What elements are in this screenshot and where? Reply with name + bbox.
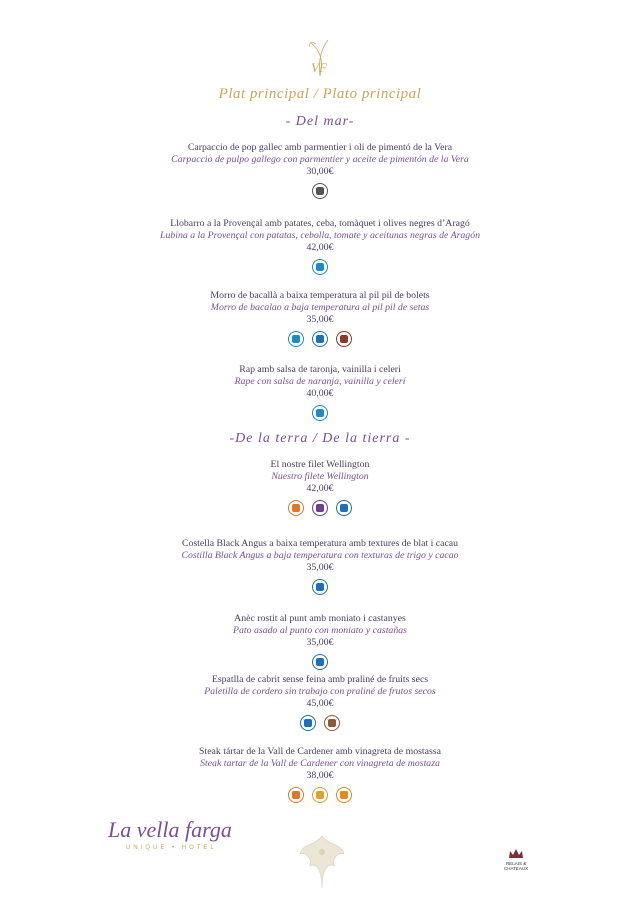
- dish-price: 38,00€: [306, 770, 334, 781]
- dish-item: [0, 538, 640, 595]
- section-title: Plat principal / Plato principal: [218, 86, 422, 102]
- dish-price: 45,00€: [306, 698, 334, 709]
- dish-price: 35,00€: [306, 314, 334, 325]
- dish-name-ca: Anèc rostit al punt amb moniato i castanyes: [234, 613, 406, 624]
- allergen-icons: [0, 331, 640, 347]
- allergen-fish-icon: [288, 331, 304, 347]
- relais-chateaux-logo: [504, 848, 528, 871]
- dish-name-es: Rape con salsa de naranja, vainilla y celerí: [234, 376, 406, 387]
- vf-logo: [290, 38, 350, 82]
- dish-name-es: Steak tartar de la Vall de Cardener con vinagreta de mostaza: [200, 758, 440, 769]
- category-title-land: -De la terra / De la tierra -: [229, 431, 411, 446]
- allergen-fish-icon: [312, 405, 328, 421]
- logo-letters: VF: [311, 60, 327, 75]
- brand-name: La vella farga: [108, 817, 232, 842]
- relais-line1: RELAIS &: [505, 861, 527, 866]
- allergen-gluten-icon: [288, 500, 304, 516]
- allergen-fish-icon: [312, 259, 328, 275]
- dish-price: 42,00€: [306, 242, 334, 253]
- allergen-nuts-icon: [324, 715, 340, 731]
- dish-name-ca: Espatlla de cabrit sense feina amb praliné de fruits secs: [211, 674, 429, 685]
- allergen-icons: [0, 715, 640, 731]
- dish-item: [0, 674, 640, 731]
- allergen-icons: [0, 579, 640, 595]
- allergen-dairy-icon: [336, 500, 352, 516]
- allergen-molluscs-icon: [312, 183, 328, 199]
- brand-subtitle: UNIQUE • HOTEL: [126, 845, 217, 851]
- dish-price: 40,00€: [306, 388, 334, 399]
- dish-name-es: Morro de bacalao a baja temperatura al pil pil de setas: [210, 302, 430, 313]
- dish-name-es: Costilla Black Angus a baja temperatura con texturas de trigo y cacao: [181, 550, 459, 561]
- dish-item: [0, 459, 640, 516]
- allergen-dairy-icon: [300, 715, 316, 731]
- dish-item: [0, 142, 640, 199]
- dish-name-es: Carpaccio de pulpo gallego con parmentier y aceite de pimentón de la Vera: [171, 154, 469, 165]
- dish-price: 35,00€: [306, 637, 334, 648]
- allergen-dairy-icon: [312, 331, 328, 347]
- dish-item: [0, 613, 640, 670]
- allergen-icons: [0, 787, 640, 803]
- dish-item: [0, 746, 640, 803]
- allergen-icons: [0, 500, 640, 516]
- hotel-brand: [108, 817, 232, 851]
- dish-price: 30,00€: [306, 166, 334, 177]
- dish-name-ca: Rap amb salsa de taronja, vainilla i celeri: [239, 364, 401, 375]
- allergen-celery-icon: [336, 787, 352, 803]
- dish-name-ca: Morro de bacallà a baixa temperatura al pil pil de bolets: [210, 290, 430, 301]
- dish-item: [0, 290, 640, 347]
- dish-name-es: Lubina a la Provençal con patatas, cebolla, tomate y aceitunas negras de Aragón: [160, 230, 480, 241]
- dish-name-ca: El nostre filet Wellington: [270, 459, 370, 470]
- dish-name-ca: Steak tártar de la Vall de Cardener amb vinagreta de mostassa: [199, 746, 441, 757]
- allergen-icons: [0, 405, 640, 421]
- dish-name-ca: Llobarro a la Provençal amb patates, ceba, tomàquet i olives negres d’Aragó: [170, 218, 470, 229]
- dish-price: 35,00€: [306, 562, 334, 573]
- allergen-egg-icon: [312, 500, 328, 516]
- allergen-dairy-icon: [312, 579, 328, 595]
- dish-price: 42,00€: [306, 483, 334, 494]
- crown-icon: [507, 848, 525, 860]
- allergen-icons: [0, 259, 640, 275]
- allergen-icons: [0, 183, 640, 199]
- allergen-mustard-icon: [312, 787, 328, 803]
- dish-item: [0, 218, 640, 275]
- dish-name-es: Pato asado al punto con moniato y castañas: [233, 625, 407, 636]
- allergen-icons: [0, 654, 640, 670]
- dish-name-es: Nuestro filete Wellington: [271, 471, 369, 482]
- allergen-sulphites-icon: [336, 331, 352, 347]
- ornament-icon: [292, 832, 352, 892]
- allergen-dairy-icon: [312, 654, 328, 670]
- dish-name-es: Paletilla de cordero sin trabajo con praliné de frutos secos: [204, 686, 436, 697]
- dish-name-ca: Costella Black Angus a baixa temperatura amb textures de blat i cacau: [181, 538, 459, 549]
- allergen-gluten-icon: [288, 787, 304, 803]
- dish-name-ca: Carpaccio de pop gallec amb parmentier i oli de pimentó de la Vera: [187, 142, 453, 153]
- relais-line2: CHATEAUX: [504, 866, 529, 871]
- category-title-sea: - Del mar-: [285, 114, 355, 129]
- dish-item: [0, 364, 640, 421]
